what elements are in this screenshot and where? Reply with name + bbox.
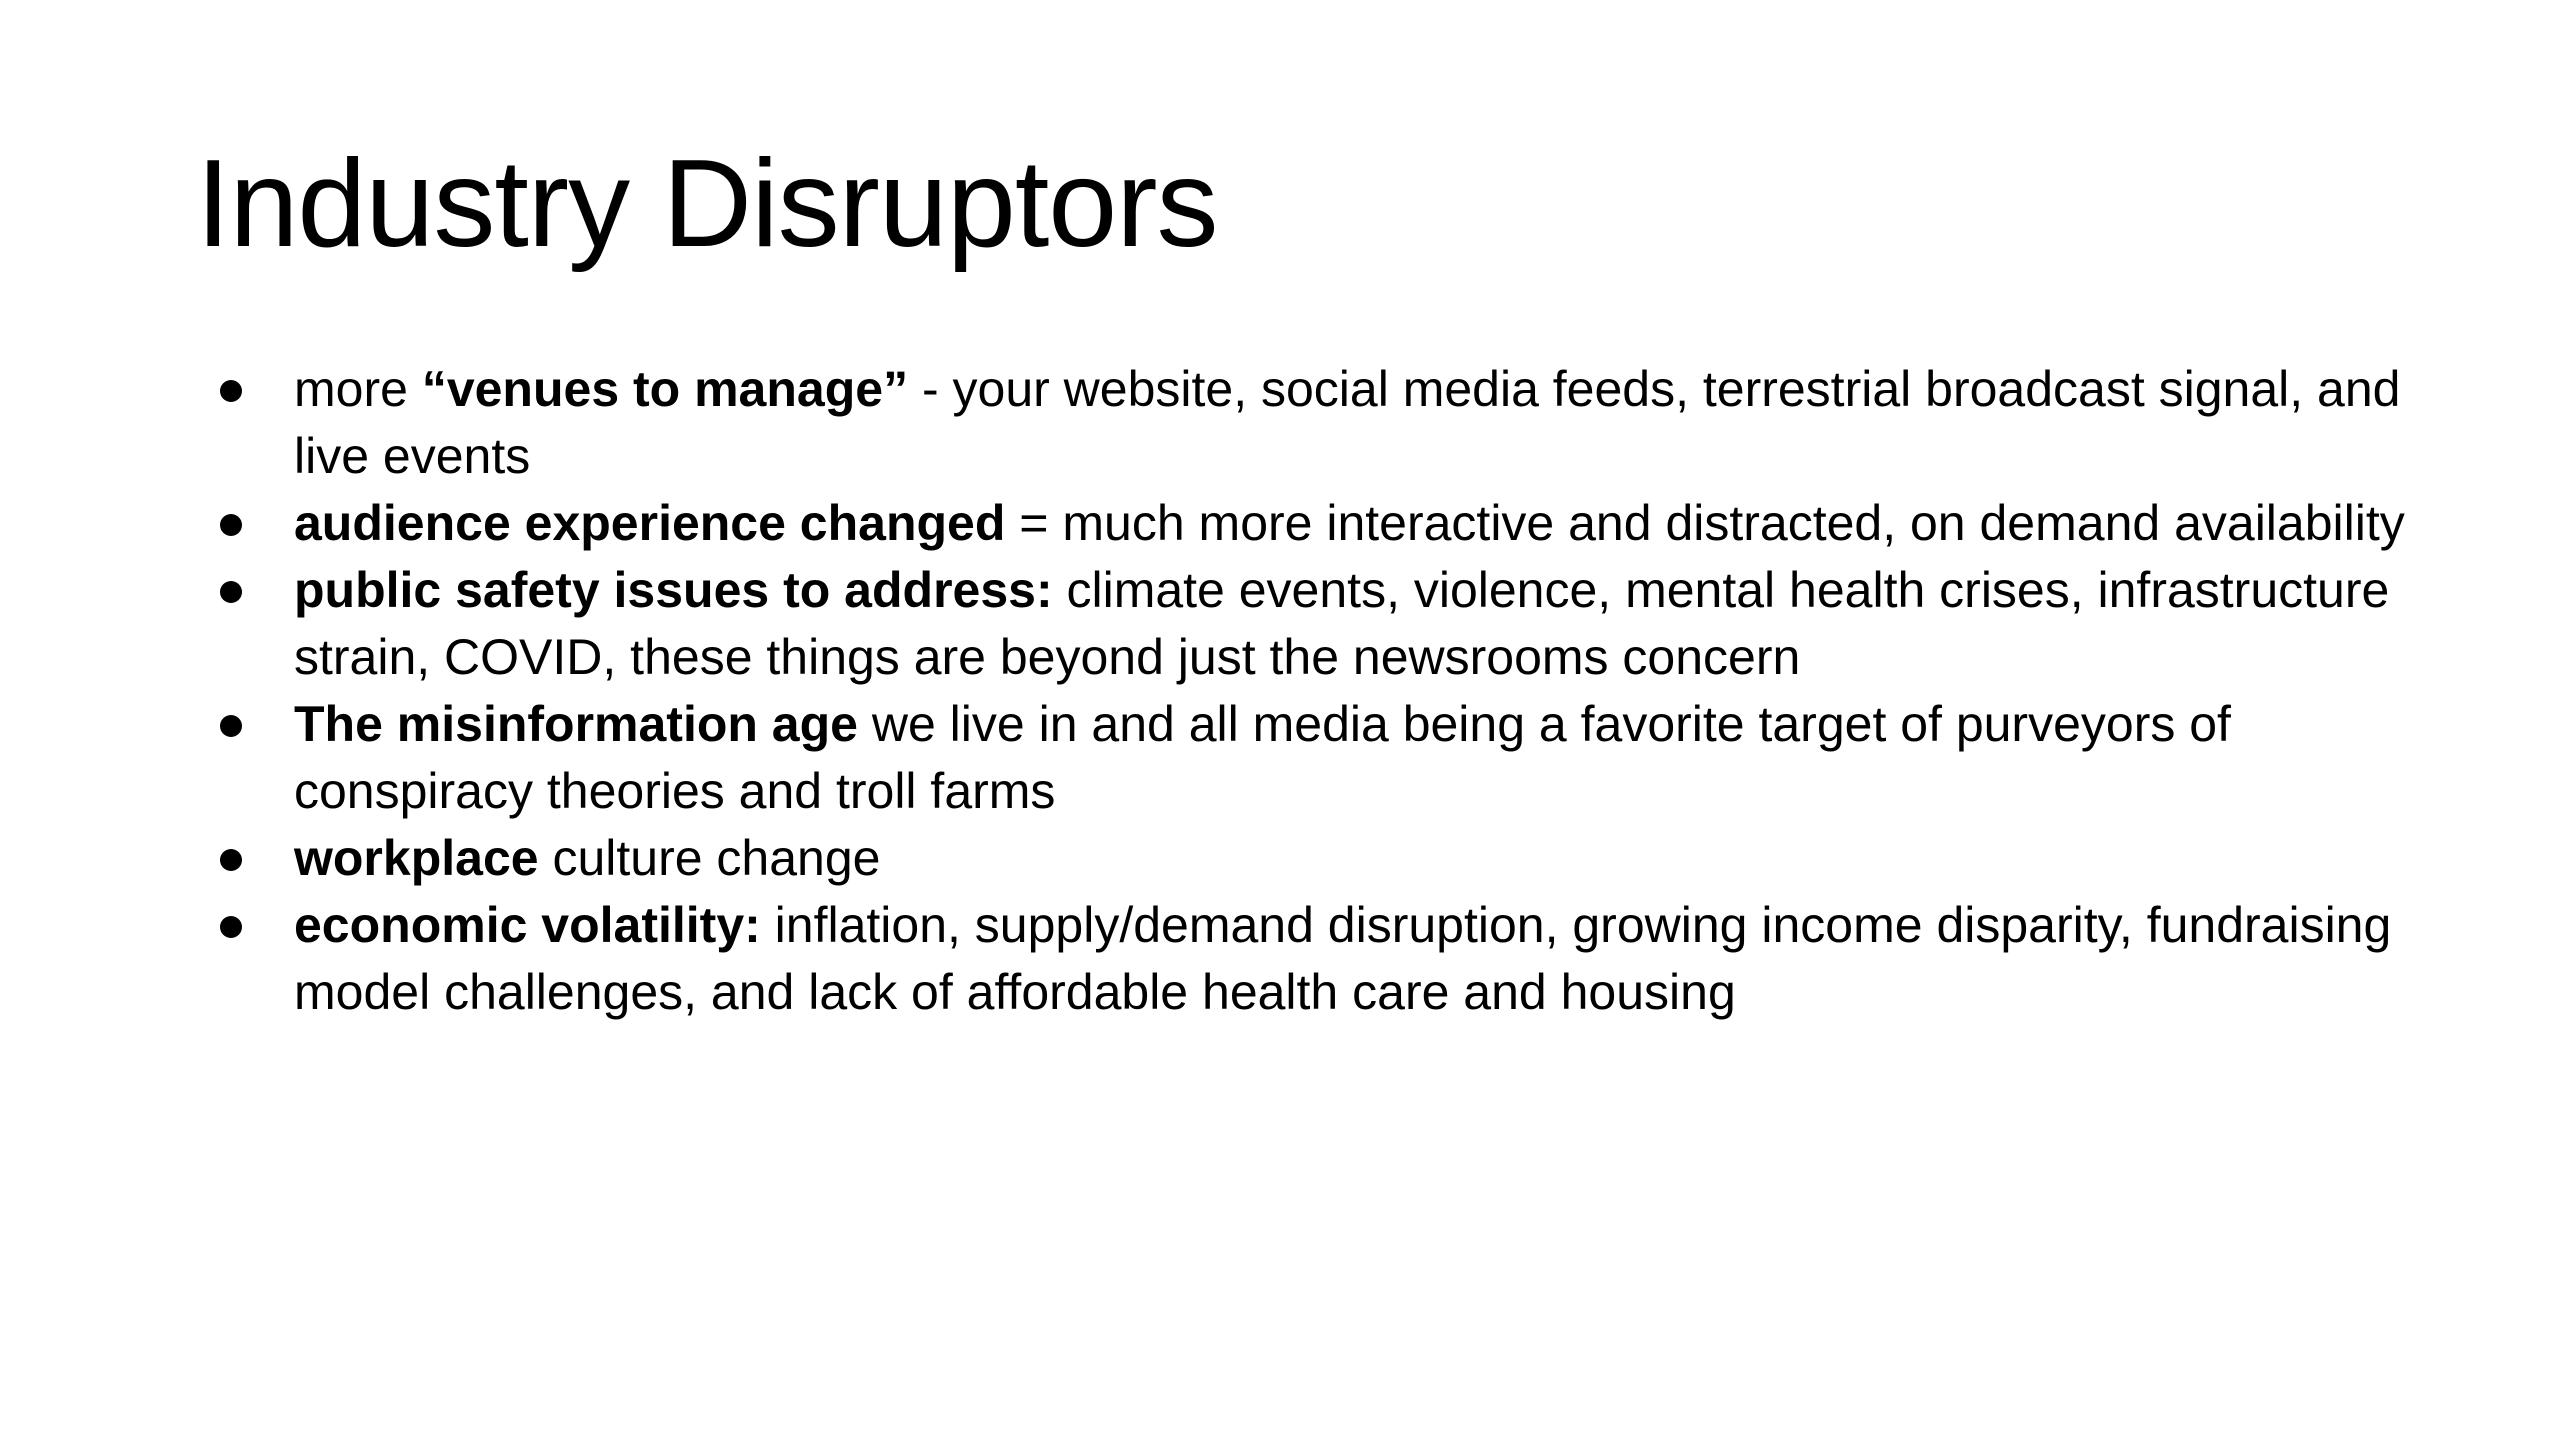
bullet-list: [212, 356, 2432, 1026]
bullet-bold-text: workplace: [294, 830, 539, 886]
bullet-dot-icon: [220, 581, 242, 603]
bullet-text: - your website, social media feeds, terrestrial broadcast signal, and live events: [294, 361, 2401, 484]
bullet-item-economic: [212, 892, 2432, 1026]
bullet-item-public-safety: [212, 557, 2432, 691]
bullet-text: climate events, violence, mental health crises, infrastructure strain, COVID, these things are beyond just the newsrooms concern: [294, 562, 2390, 685]
bullet-prefix: more: [294, 361, 422, 417]
bullet-dot-icon: [220, 849, 242, 871]
bullet-text: = much more interactive and distracted, on demand availability: [1005, 495, 2405, 551]
bullet-bold-text: “venues to manage”: [421, 361, 909, 417]
bullet-bold-text: audience experience changed: [294, 495, 1006, 551]
bullet-text: culture change: [538, 830, 881, 886]
bullet-bold-text: economic volatility:: [294, 897, 761, 953]
bullet-bold-text: public safety issues to address:: [294, 562, 1053, 618]
bullet-text: we live in and all media being a favorite target of purveyors of conspiracy theories and troll farms: [294, 696, 2231, 819]
bullet-text: inflation, supply/demand disruption, growing income disparity, fundraising model challenges, and lack of affordable health care and housing: [294, 897, 2392, 1020]
bullet-bold-text: The misinformation age: [294, 696, 858, 752]
bullet-dot-icon: [220, 715, 242, 737]
bullet-item-misinformation: [212, 691, 2432, 825]
bullet-dot-icon: [220, 514, 242, 536]
bullet-dot-icon: [220, 916, 242, 938]
bullet-item-audience: [212, 490, 2432, 557]
bullet-item-workplace: [212, 825, 2432, 892]
bullet-item-venues: [212, 356, 2432, 490]
slide-title: Industry Disruptors: [196, 135, 1218, 273]
bullet-dot-icon: [220, 380, 242, 402]
